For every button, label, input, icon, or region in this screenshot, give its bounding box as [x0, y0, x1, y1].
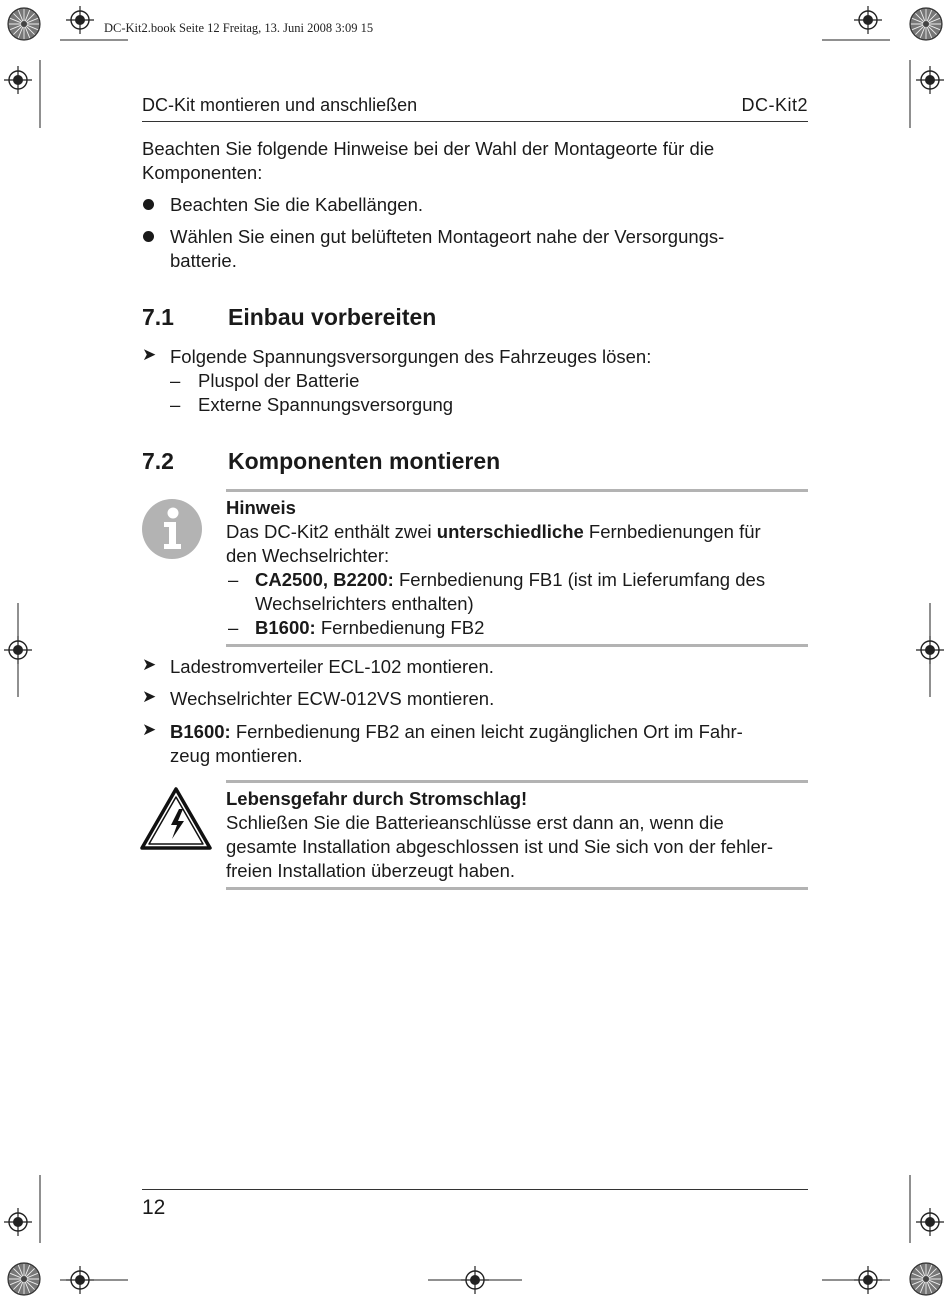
- note-title: Hinweis: [226, 497, 296, 518]
- dash-icon: –: [228, 569, 239, 590]
- registration-mark-icon: [66, 6, 94, 34]
- section-number: 7.2: [142, 448, 174, 474]
- warning-top-rule: [226, 780, 808, 783]
- section-heading-7-1: [142, 304, 542, 334]
- note-text: Fernbedienung FB1 (ist im Lieferumfang des: [393, 569, 766, 590]
- registration-mark-icon: [461, 1266, 489, 1294]
- note-text: Fernbedienung FB2: [315, 617, 485, 638]
- model-label: B1600:: [255, 617, 316, 638]
- step-text: Fernbedienung FB2 an einen leicht zugänglichen Ort im Fahr-: [230, 721, 743, 742]
- registration-mark-icon: [854, 6, 882, 34]
- note-line: [226, 520, 816, 544]
- bullet-dot: [143, 199, 154, 210]
- registration-mark-icon: [66, 1266, 94, 1294]
- color-bar-wheel-icon: [8, 8, 40, 40]
- step-arrow-icon: ➤: [142, 720, 157, 739]
- note-text: Das DC-Kit2 enthält zwei: [226, 521, 437, 542]
- bullet-text: Beachten Sie die Kabellängen.: [170, 194, 424, 215]
- warning-box: [226, 787, 816, 883]
- info-icon: [142, 499, 202, 559]
- registration-mark-icon: [916, 636, 944, 664]
- step-arrow-icon: ➤: [142, 655, 157, 674]
- bullet-line: Wählen Sie einen gut belüfteten Montageort nahe der Versorgungs-: [170, 226, 725, 247]
- note-dash-item: [226, 568, 816, 592]
- section-title: Komponenten montieren: [228, 448, 501, 474]
- intro-text: [142, 137, 822, 185]
- section-number: 7.1: [142, 304, 174, 330]
- step-item: [142, 687, 822, 711]
- step-text: [170, 720, 822, 768]
- note-bottom-rule: [226, 644, 808, 647]
- registration-mark-icon: [4, 636, 32, 664]
- step-arrow-icon: ➤: [142, 687, 157, 706]
- model-label: B1600:: [170, 721, 231, 742]
- intro-line: Komponenten:: [142, 162, 263, 183]
- warning-line: freien Installation überzeugt haben.: [226, 860, 516, 881]
- section-title: Einbau vorbereiten: [228, 304, 437, 330]
- registration-mark-icon: [4, 1208, 32, 1236]
- step-text: Ladestromverteiler ECL-102 montieren.: [170, 656, 494, 677]
- note-dash-item: [226, 616, 816, 640]
- color-bar-wheel-icon: [910, 8, 942, 40]
- note-line: Wechselrichters enthalten): [255, 593, 474, 614]
- running-header-title: DC-Kit montieren und anschließen: [142, 95, 418, 115]
- note-box: [226, 496, 816, 640]
- warning-title: Lebensgefahr durch Stromschlag!: [226, 788, 528, 809]
- registration-mark-icon: [916, 1208, 944, 1236]
- bullet-line: batterie.: [170, 250, 237, 271]
- registration-mark-icon: [854, 1266, 882, 1294]
- footer-rule: [142, 1189, 808, 1190]
- step-item: [142, 655, 822, 679]
- page-number: 12: [142, 1196, 166, 1219]
- step-arrow-icon: ➤: [142, 345, 157, 364]
- color-bar-wheel-icon: [910, 1263, 942, 1295]
- header-rule: [142, 121, 808, 122]
- bullet-dot: [143, 231, 154, 242]
- running-header-product: DC-Kit2: [741, 95, 808, 115]
- step-text: Folgende Spannungsversorgungen des Fahrzeuges lösen:: [170, 346, 652, 367]
- model-label: CA2500, B2200:: [255, 569, 394, 590]
- bullet-item: [142, 193, 822, 217]
- bullet-item: [142, 225, 822, 273]
- registration-mark-icon: [916, 66, 944, 94]
- dash-icon: –: [170, 394, 181, 415]
- note-top-rule: [226, 489, 808, 492]
- step-line: zeug montieren.: [170, 745, 303, 766]
- note-emphasis: unterschiedliche: [436, 521, 584, 542]
- step-line: [170, 720, 822, 744]
- warning-line: Schließen Sie die Batterieanschlüsse erst dann an, wenn die: [226, 812, 724, 833]
- note-text: Fernbedienungen für: [583, 521, 761, 542]
- step-item: [142, 345, 822, 369]
- bullet-text: [170, 225, 822, 273]
- color-bar-wheel-icon: [8, 1263, 40, 1295]
- high-voltage-warning-icon: [140, 787, 212, 851]
- note-line: den Wechselrichter:: [226, 545, 390, 566]
- warning-line: gesamte Installation abgeschlossen ist und Sie sich von der fehler-: [226, 836, 774, 857]
- print-info: DC-Kit2.book Seite 12 Freitag, 13. Juni 2008 3:09 15: [104, 21, 374, 35]
- registration-mark-icon: [4, 66, 32, 94]
- dash-text: Externe Spannungsversorgung: [198, 394, 454, 415]
- dash-icon: –: [170, 370, 181, 391]
- warning-bottom-rule: [226, 887, 808, 890]
- step-text: Wechselrichter ECW-012VS montieren.: [170, 688, 495, 709]
- step-item: [142, 720, 822, 768]
- section-heading-7-2: [142, 448, 592, 478]
- dash-text: Pluspol der Batterie: [198, 370, 360, 391]
- intro-line: Beachten Sie folgende Hinweise bei der Wahl der Montageorte für die: [142, 138, 715, 159]
- dash-icon: –: [228, 617, 239, 638]
